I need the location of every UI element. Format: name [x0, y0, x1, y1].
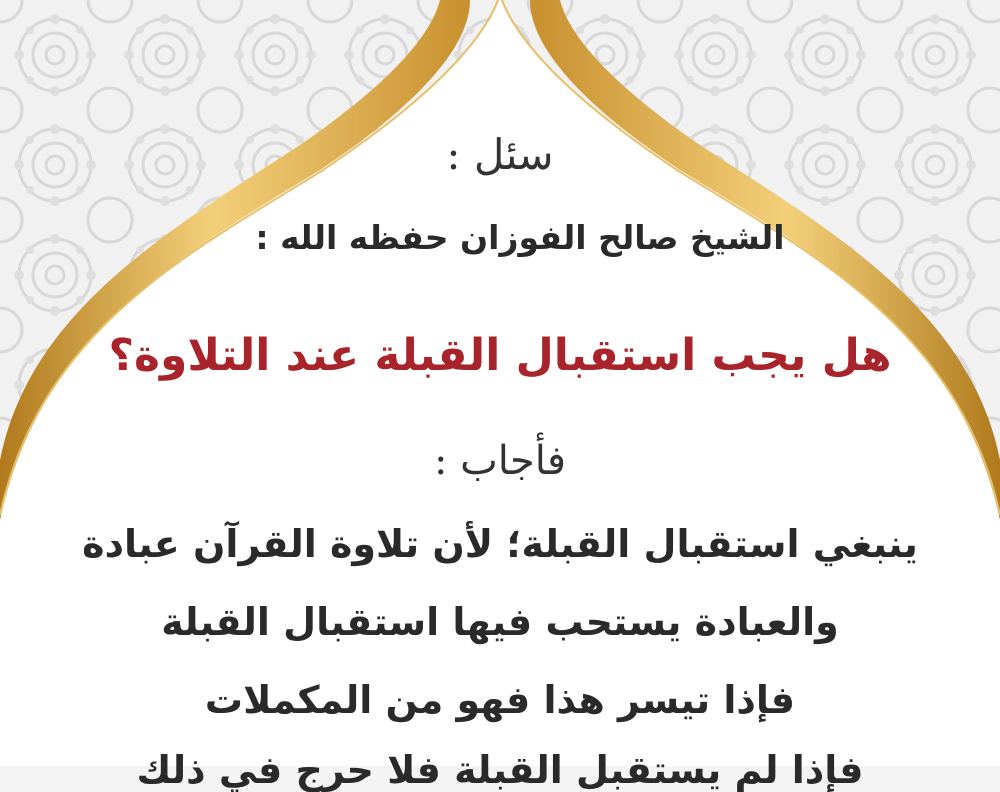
answer-line: ينبغي استقبال القبلة؛ لأن تلاوة القرآن عبادة [82, 522, 918, 566]
sheikh-name: الشيخ صالح الفوزان حفظه الله : [255, 218, 785, 257]
question-text: هل يجب استقبال القبلة عند التلاوة؟ [108, 330, 892, 381]
answer-line: فإذا تيسر هذا فهو من المكملات [204, 678, 796, 722]
answer-line: فإذا لم يستقبل القبلة فلا حرج في ذلك [136, 748, 864, 792]
answered-heading: فأجاب : [433, 438, 567, 484]
asked-heading: سئل : [446, 130, 554, 179]
answer-line: والعبادة يستحب فيها استقبال القبلة [161, 600, 839, 644]
